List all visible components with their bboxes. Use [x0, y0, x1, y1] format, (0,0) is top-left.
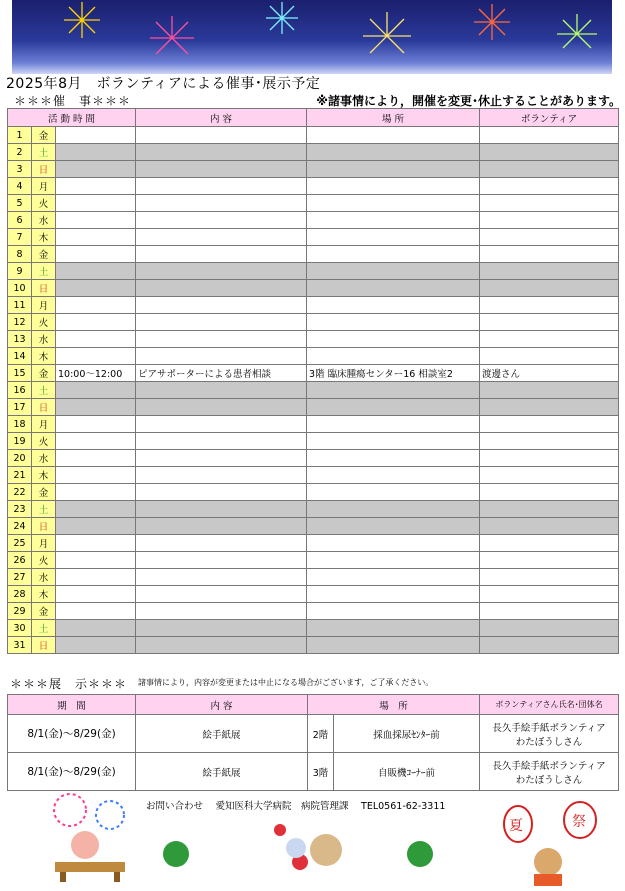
table-row: [8, 467, 619, 484]
exhibit-floor: 3階: [308, 753, 334, 791]
event-volunteer: [480, 433, 619, 450]
exhibit-volunteer-name: わたぼうしさん: [515, 774, 583, 786]
day-of-week: 水: [32, 331, 56, 348]
event-time: [56, 399, 136, 416]
table-row: [8, 637, 619, 654]
table-row: [8, 382, 619, 399]
contact-info: お問い合わせ 愛知医科大学病院 病院管理課 TEL0561-62-3311: [146, 801, 446, 812]
day-of-week: 月: [32, 416, 56, 433]
event-content: [136, 246, 307, 263]
event-content: [136, 450, 307, 467]
table-row: [8, 365, 619, 382]
exhibit-volunteer-name: わたぼうしさん: [515, 736, 583, 748]
event-time: [56, 127, 136, 144]
day-of-week: 土: [32, 501, 56, 518]
day-number: 16: [8, 382, 32, 399]
event-content: [136, 229, 307, 246]
table-row: [8, 535, 619, 552]
fireworks-illustration: [12, 0, 612, 74]
event-place: [307, 467, 480, 484]
watermelon-icon: [404, 838, 436, 870]
event-volunteer: [480, 331, 619, 348]
exhibit-volunteer: [480, 753, 619, 791]
lantern-label-festival: 祭: [572, 814, 586, 830]
day-number: 28: [8, 586, 32, 603]
table-row: [8, 331, 619, 348]
day-of-week: 火: [32, 195, 56, 212]
day-of-week: 火: [32, 433, 56, 450]
event-content: [136, 297, 307, 314]
day-of-week: 日: [32, 161, 56, 178]
event-content: [136, 399, 307, 416]
event-content: [136, 280, 307, 297]
event-content: [136, 331, 307, 348]
day-number: 1: [8, 127, 32, 144]
event-time: [56, 433, 136, 450]
event-time: [56, 484, 136, 501]
day-of-week: 金: [32, 484, 56, 501]
table-row: [8, 715, 619, 753]
day-number: 31: [8, 637, 32, 654]
event-content: [136, 416, 307, 433]
day-of-week: 土: [32, 620, 56, 637]
event-time: [56, 518, 136, 535]
day-number: 24: [8, 518, 32, 535]
event-place: [307, 620, 480, 637]
header-exhibit-content: 内 容: [136, 695, 308, 715]
exhibits-table: [7, 694, 619, 791]
event-time: [56, 178, 136, 195]
day-number: 13: [8, 331, 32, 348]
exhibits-section-heading: ＊＊＊展 示＊＊＊: [10, 677, 128, 691]
day-number: 17: [8, 399, 32, 416]
event-volunteer: [480, 297, 619, 314]
day-of-week: 金: [32, 246, 56, 263]
table-row: [8, 348, 619, 365]
event-content: [136, 433, 307, 450]
events-header-row: [8, 109, 619, 127]
day-number: 14: [8, 348, 32, 365]
event-content: [136, 348, 307, 365]
event-volunteer: [480, 518, 619, 535]
event-time: [56, 195, 136, 212]
event-place: [307, 212, 480, 229]
event-volunteer: [480, 229, 619, 246]
balloon-dog-illustration: [268, 820, 348, 880]
table-row: [8, 280, 619, 297]
event-time: [56, 450, 136, 467]
table-row: [8, 753, 619, 791]
event-place: [307, 518, 480, 535]
event-content: [136, 161, 307, 178]
day-number: 22: [8, 484, 32, 501]
event-place: [307, 297, 480, 314]
event-time: [56, 535, 136, 552]
event-volunteer: [480, 246, 619, 263]
event-time: [56, 331, 136, 348]
event-content: ピアサポーターによる患者相談: [136, 365, 307, 382]
event-place: [307, 552, 480, 569]
day-of-week: 日: [32, 518, 56, 535]
event-content: [136, 569, 307, 586]
event-place: [307, 484, 480, 501]
event-time: [56, 212, 136, 229]
event-volunteer: [480, 586, 619, 603]
day-of-week: 木: [32, 467, 56, 484]
table-row: [8, 127, 619, 144]
day-number: 9: [8, 263, 32, 280]
event-time: [56, 416, 136, 433]
day-number: 29: [8, 603, 32, 620]
event-time: [56, 263, 136, 280]
event-volunteer: [480, 569, 619, 586]
day-number: 23: [8, 501, 32, 518]
event-time: [56, 297, 136, 314]
day-of-week: 月: [32, 535, 56, 552]
table-row: [8, 297, 619, 314]
event-time: [56, 246, 136, 263]
event-volunteer: [480, 399, 619, 416]
table-row: [8, 586, 619, 603]
event-volunteer: [480, 467, 619, 484]
table-row: [8, 246, 619, 263]
exhibits-header-row: [8, 695, 619, 715]
event-volunteer: [480, 195, 619, 212]
event-volunteer: [480, 212, 619, 229]
day-number: 25: [8, 535, 32, 552]
event-volunteer: [480, 144, 619, 161]
event-content: [136, 314, 307, 331]
event-volunteer: [480, 637, 619, 654]
event-content: [136, 535, 307, 552]
event-volunteer: [480, 620, 619, 637]
event-place: 3階 臨床腫瘍センター16 相談室2: [307, 365, 480, 382]
event-time: [56, 144, 136, 161]
table-row: [8, 399, 619, 416]
header-exhibit-volunteer: ボランティアさん氏名･団体名: [480, 695, 619, 715]
event-content: [136, 127, 307, 144]
events-table: [7, 108, 619, 654]
header-volunteer: ボランティア: [480, 109, 619, 127]
watermelon-icon: [160, 838, 192, 870]
change-notice: ※諸事情により，開催を変更･休止することがあります。: [316, 94, 621, 108]
day-number: 21: [8, 467, 32, 484]
event-volunteer: [480, 501, 619, 518]
day-number: 30: [8, 620, 32, 637]
event-place: [307, 399, 480, 416]
event-volunteer: [480, 552, 619, 569]
event-volunteer: [480, 314, 619, 331]
day-number: 27: [8, 569, 32, 586]
event-time: [56, 280, 136, 297]
event-content: [136, 637, 307, 654]
table-row: [8, 161, 619, 178]
event-volunteer: [480, 535, 619, 552]
events-section-heading: ＊＊＊催 事＊＊＊: [14, 94, 132, 108]
event-volunteer: [480, 382, 619, 399]
table-row: [8, 501, 619, 518]
event-place: [307, 382, 480, 399]
day-of-week: 土: [32, 144, 56, 161]
event-place: [307, 450, 480, 467]
day-of-week: 日: [32, 280, 56, 297]
event-place: [307, 127, 480, 144]
event-volunteer: [480, 280, 619, 297]
fireworks-banner: [12, 0, 612, 74]
day-of-week: 木: [32, 348, 56, 365]
day-of-week: 土: [32, 263, 56, 280]
event-time: 10:00～12:00: [56, 365, 136, 382]
event-content: [136, 501, 307, 518]
lantern-label-summer: 夏: [509, 818, 523, 834]
event-content: [136, 467, 307, 484]
table-row: [8, 263, 619, 280]
event-volunteer: [480, 450, 619, 467]
event-place: [307, 331, 480, 348]
exhibits-note: 諸事情により，内容が変更または中止になる場合がございます，ご了承ください。: [138, 678, 434, 687]
event-place: [307, 314, 480, 331]
table-row: [8, 144, 619, 161]
event-time: [56, 586, 136, 603]
event-place: [307, 433, 480, 450]
event-volunteer: [480, 127, 619, 144]
event-place: [307, 535, 480, 552]
event-time: [56, 348, 136, 365]
event-content: [136, 382, 307, 399]
table-row: [8, 450, 619, 467]
event-volunteer: [480, 178, 619, 195]
day-of-week: 金: [32, 603, 56, 620]
event-volunteer: [480, 603, 619, 620]
event-content: [136, 144, 307, 161]
day-number: 26: [8, 552, 32, 569]
day-number: 11: [8, 297, 32, 314]
day-of-week: 木: [32, 229, 56, 246]
event-content: [136, 212, 307, 229]
event-place: [307, 195, 480, 212]
day-number: 19: [8, 433, 32, 450]
event-time: [56, 620, 136, 637]
event-place: [307, 416, 480, 433]
exhibit-floor: 2階: [308, 715, 334, 753]
exhibit-volunteer: [480, 715, 619, 753]
day-number: 6: [8, 212, 32, 229]
event-volunteer: 渡邊さん: [480, 365, 619, 382]
day-of-week: 金: [32, 365, 56, 382]
exhibit-content: 絵手紙展: [136, 715, 308, 753]
day-of-week: 火: [32, 314, 56, 331]
event-place: [307, 178, 480, 195]
event-content: [136, 484, 307, 501]
event-content: [136, 603, 307, 620]
table-row: [8, 178, 619, 195]
day-number: 4: [8, 178, 32, 195]
day-number: 15: [8, 365, 32, 382]
event-time: [56, 467, 136, 484]
event-place: [307, 161, 480, 178]
event-volunteer: [480, 416, 619, 433]
festival-lantern-illustration: [498, 800, 608, 888]
event-place: [307, 144, 480, 161]
event-place: [307, 501, 480, 518]
event-content: [136, 195, 307, 212]
table-row: [8, 620, 619, 637]
day-of-week: 水: [32, 450, 56, 467]
exhibit-period: 8/1(金)～8/29(金): [8, 753, 136, 791]
event-time: [56, 552, 136, 569]
header-place: 場 所: [307, 109, 480, 127]
day-of-week: 月: [32, 178, 56, 195]
day-number: 20: [8, 450, 32, 467]
event-place: [307, 586, 480, 603]
day-of-week: 日: [32, 637, 56, 654]
day-of-week: 土: [32, 382, 56, 399]
day-number: 18: [8, 416, 32, 433]
day-of-week: 水: [32, 569, 56, 586]
table-row: [8, 195, 619, 212]
table-row: [8, 569, 619, 586]
event-content: [136, 586, 307, 603]
exhibit-volunteer-group: 長久手絵手紙ボランティア: [492, 722, 606, 734]
event-content: [136, 620, 307, 637]
event-place: [307, 280, 480, 297]
exhibit-content: 絵手紙展: [136, 753, 308, 791]
day-of-week: 火: [32, 552, 56, 569]
event-content: [136, 518, 307, 535]
table-row: [8, 484, 619, 501]
day-number: 7: [8, 229, 32, 246]
event-time: [56, 501, 136, 518]
table-row: [8, 518, 619, 535]
event-content: [136, 552, 307, 569]
table-row: [8, 314, 619, 331]
header-period: 期 間: [8, 695, 136, 715]
day-of-week: 金: [32, 127, 56, 144]
header-time: 活 動 時 間: [8, 109, 136, 127]
event-volunteer: [480, 263, 619, 280]
event-time: [56, 229, 136, 246]
event-time: [56, 603, 136, 620]
event-volunteer: [480, 348, 619, 365]
day-of-week: 水: [32, 212, 56, 229]
table-row: [8, 229, 619, 246]
table-row: [8, 416, 619, 433]
day-of-week: 日: [32, 399, 56, 416]
header-content: 内 容: [136, 109, 307, 127]
day-number: 5: [8, 195, 32, 212]
event-time: [56, 314, 136, 331]
festival-animal-illustration: [40, 790, 140, 885]
event-place: [307, 229, 480, 246]
event-place: [307, 637, 480, 654]
event-time: [56, 382, 136, 399]
day-of-week: 木: [32, 586, 56, 603]
exhibit-volunteer-group: 長久手絵手紙ボランティア: [492, 760, 606, 772]
day-number: 3: [8, 161, 32, 178]
event-content: [136, 178, 307, 195]
event-place: [307, 246, 480, 263]
event-volunteer: [480, 161, 619, 178]
event-place: [307, 263, 480, 280]
event-place: [307, 569, 480, 586]
table-row: [8, 212, 619, 229]
day-of-week: 月: [32, 297, 56, 314]
day-number: 10: [8, 280, 32, 297]
exhibit-place: 自販機ｺｰﾅｰ前: [334, 753, 480, 791]
event-content: [136, 263, 307, 280]
exhibit-period: 8/1(金)～8/29(金): [8, 715, 136, 753]
day-number: 12: [8, 314, 32, 331]
table-row: [8, 603, 619, 620]
event-place: [307, 603, 480, 620]
page-title: 2025年8月 ボランティアによる催事･展示予定: [6, 76, 321, 92]
event-time: [56, 161, 136, 178]
event-time: [56, 637, 136, 654]
event-time: [56, 569, 136, 586]
table-row: [8, 433, 619, 450]
header-exhibit-place: 場 所: [308, 695, 480, 715]
day-number: 2: [8, 144, 32, 161]
table-row: [8, 552, 619, 569]
event-volunteer: [480, 484, 619, 501]
day-number: 8: [8, 246, 32, 263]
exhibit-place: 採血採尿ｾﾝﾀｰ前: [334, 715, 480, 753]
event-place: [307, 348, 480, 365]
